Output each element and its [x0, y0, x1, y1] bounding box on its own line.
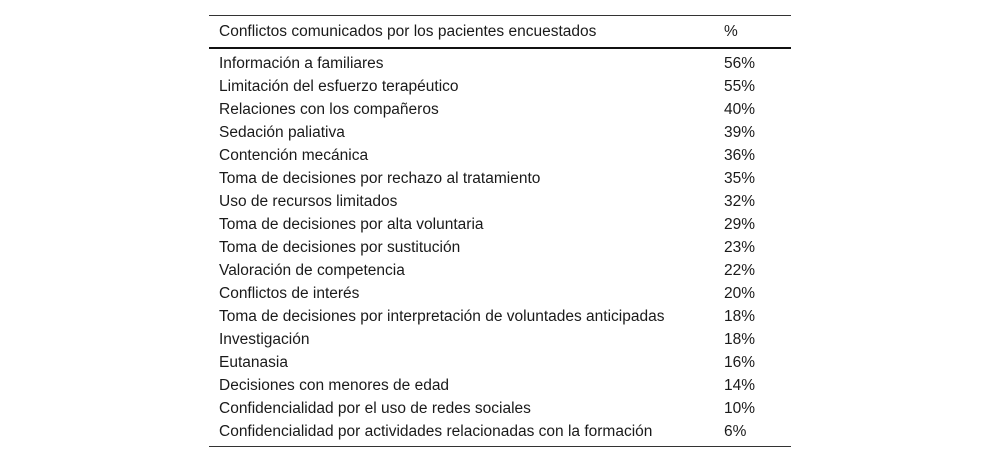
row-percent: 32%: [724, 193, 756, 210]
row-conflict: Confidencialidad por actividades relacionadas con la formación: [209, 420, 724, 447]
header-conflict: Conflictos comunicados por los pacientes encuestados: [219, 23, 597, 40]
row-conflict: Confidencialidad por el uso de redes sociales: [219, 400, 531, 417]
row-percent: 39%: [724, 124, 756, 141]
row-percent: 56%: [724, 55, 756, 72]
row-conflict: Decisiones con menores de edad: [219, 377, 450, 394]
table-row: [209, 144, 791, 167]
row-conflict: Valoración de competencia: [219, 262, 405, 279]
row-percent: 20%: [724, 285, 756, 302]
conflicts-table-container: [209, 15, 791, 447]
row-percent: 14%: [724, 377, 756, 394]
row-percent: 10%: [724, 400, 756, 417]
row-conflict: Toma de decisiones por sustitución: [219, 239, 461, 256]
table-row: [209, 282, 791, 305]
table-row: [209, 121, 791, 144]
row-percent: 29%: [724, 216, 756, 233]
conflicts-table: [209, 15, 791, 447]
table-row: [209, 397, 791, 420]
table-row: [209, 351, 791, 374]
row-conflict: Toma de decisiones por rechazo al tratamiento: [219, 170, 541, 187]
row-conflict: Uso de recursos limitados: [219, 193, 398, 210]
row-conflict: Toma de decisiones por alta voluntaria: [219, 216, 484, 233]
row-conflict: Relaciones con los compañeros: [219, 101, 439, 118]
header-row: [209, 16, 791, 49]
table-row: [209, 374, 791, 397]
table-row: [209, 167, 791, 190]
table-row: [209, 213, 791, 236]
row-percent: 36%: [724, 147, 756, 164]
row-conflict: Información a familiares: [219, 55, 384, 72]
row-percent: 16%: [724, 354, 756, 371]
table-row: [209, 48, 791, 75]
row-conflict: Sedación paliativa: [219, 124, 345, 141]
table-row: [209, 190, 791, 213]
row-percent: 18%: [724, 308, 756, 325]
table-row: [209, 75, 791, 98]
row-conflict: Limitación del esfuerzo terapéutico: [219, 78, 459, 95]
table-row: [209, 236, 791, 259]
row-conflict: Investigación: [219, 331, 310, 348]
table-body: [209, 48, 791, 447]
row-conflict: Conflictos de interés: [219, 285, 360, 302]
row-percent: 6%: [724, 420, 791, 447]
table-row: [209, 328, 791, 351]
row-conflict: Eutanasia: [219, 354, 288, 371]
table-header: [209, 16, 791, 49]
row-percent: 40%: [724, 101, 756, 118]
row-percent: 55%: [724, 78, 756, 95]
table-row: [209, 98, 791, 121]
row-percent: 22%: [724, 262, 756, 279]
row-percent: 18%: [724, 331, 756, 348]
table-row: [209, 305, 791, 328]
header-percent: %: [724, 23, 738, 40]
table-row: [209, 259, 791, 282]
row-conflict: Toma de decisiones por interpretación de voluntades anticipadas: [219, 308, 665, 325]
row-percent: 35%: [724, 170, 756, 187]
row-percent: 23%: [724, 239, 756, 256]
table-row: [209, 420, 791, 447]
row-conflict: Contención mecánica: [219, 147, 369, 164]
